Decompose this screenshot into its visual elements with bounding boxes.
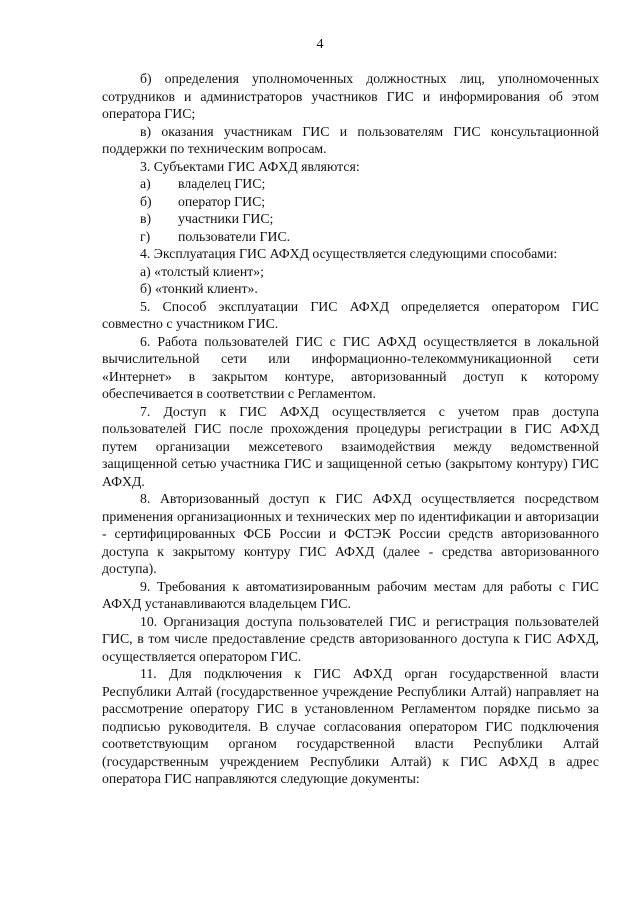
list-item-subject-participants (102, 210, 599, 228)
page-number: 4 (316, 37, 324, 52)
paragraph-b-officials: б) определения уполномоченных должностных лиц, уполномоченных сотрудников и администраторов участников ГИС и информирования об этом оператора ГИС; (102, 71, 599, 121)
paragraph-thin-client: б) «тонкий клиент». (140, 281, 258, 296)
list-item-text: участники ГИС; (178, 211, 274, 226)
paragraph-9: 9. Требования к автоматизированным рабочим местам для работы с ГИС АФХД устанавливаются владельцем ГИС. (102, 578, 599, 611)
list-item-text: пользователи ГИС. (178, 228, 291, 244)
document-body (102, 70, 599, 788)
paragraph-11: 11. Для подключения к ГИС АФХД орган государственной власти Республики Алтай (государственное учреждение Республики Алтай) направляет на рассмотрение оператору ГИС в установленном Регламентом порядке письмо за подписью руководителя. В случае согласования оператором ГИС подключения соответствующим органом государственной власти Республики Алтай (государственным учреждением Республики Алтай) к ГИС АФХД в адрес оператора ГИС направляются следующие документы: (102, 666, 599, 786)
list-item-subject-operator (102, 193, 599, 211)
list-marker: в) (140, 211, 152, 226)
paragraph-8: 8. Авторизованный доступ к ГИС АФХД осуществляется посредством применения организационных и технических мер по идентификации и авторизации - сертифицированных ФСБ России и ФСТЭК России средств авторизованного доступа к закрытому контуру ГИС АФХД (далее - средства авторизованного доступа). (102, 491, 599, 576)
paragraph-3-subjects: 3. Субъектами ГИС АФХД являются: (140, 158, 360, 174)
list-item-subject-users (102, 228, 599, 246)
paragraph-6: 6. Работа пользователей ГИС с ГИС АФХД осуществляется в локальной вычислительной сети или информационно-телекоммуникационной сети «Интернет» в закрытом контуре, авторизованный доступ к которому обеспечивается в соответствии с Регламентом. (102, 333, 599, 401)
list-marker: г) (140, 228, 151, 244)
paragraph-v-consulting: в) оказания участникам ГИС и пользователям ГИС консультационной поддержки по техническим вопросам. (102, 123, 599, 156)
list-item-text: оператор ГИС; (178, 193, 266, 209)
list-marker: а) (140, 176, 151, 191)
paragraph-5: 5. Способ эксплуатации ГИС АФХД определяется оператором ГИС совместно с участником ГИС. (102, 298, 599, 331)
paragraph-4-operation-methods: 4. Эксплуатация ГИС АФХД осуществляется следующими способами: (140, 246, 558, 261)
paragraph-10: 10. Организация доступа пользователей ГИС и регистрация пользователей ГИС, в том числе предоставление средств авторизованного доступа к ГИС АФХД, осуществляется оператором ГИС. (102, 613, 599, 664)
list-item-subject-owner (102, 175, 599, 193)
paragraph-thick-client: а) «толстый клиент»; (140, 263, 265, 279)
list-item-text: владелец ГИС; (178, 176, 266, 191)
list-marker: б) (140, 193, 152, 209)
paragraph-7: 7. Доступ к ГИС АФХД осуществляется с учетом прав доступа пользователей ГИС после прохождения процедуры регистрации в ГИС АФХД путем организации межсетевого взаимодействия между ведомственной защищенной сетью участника ГИС и защищенной сетью (закрытому контуру) ГИС АФХД. (102, 403, 599, 489)
